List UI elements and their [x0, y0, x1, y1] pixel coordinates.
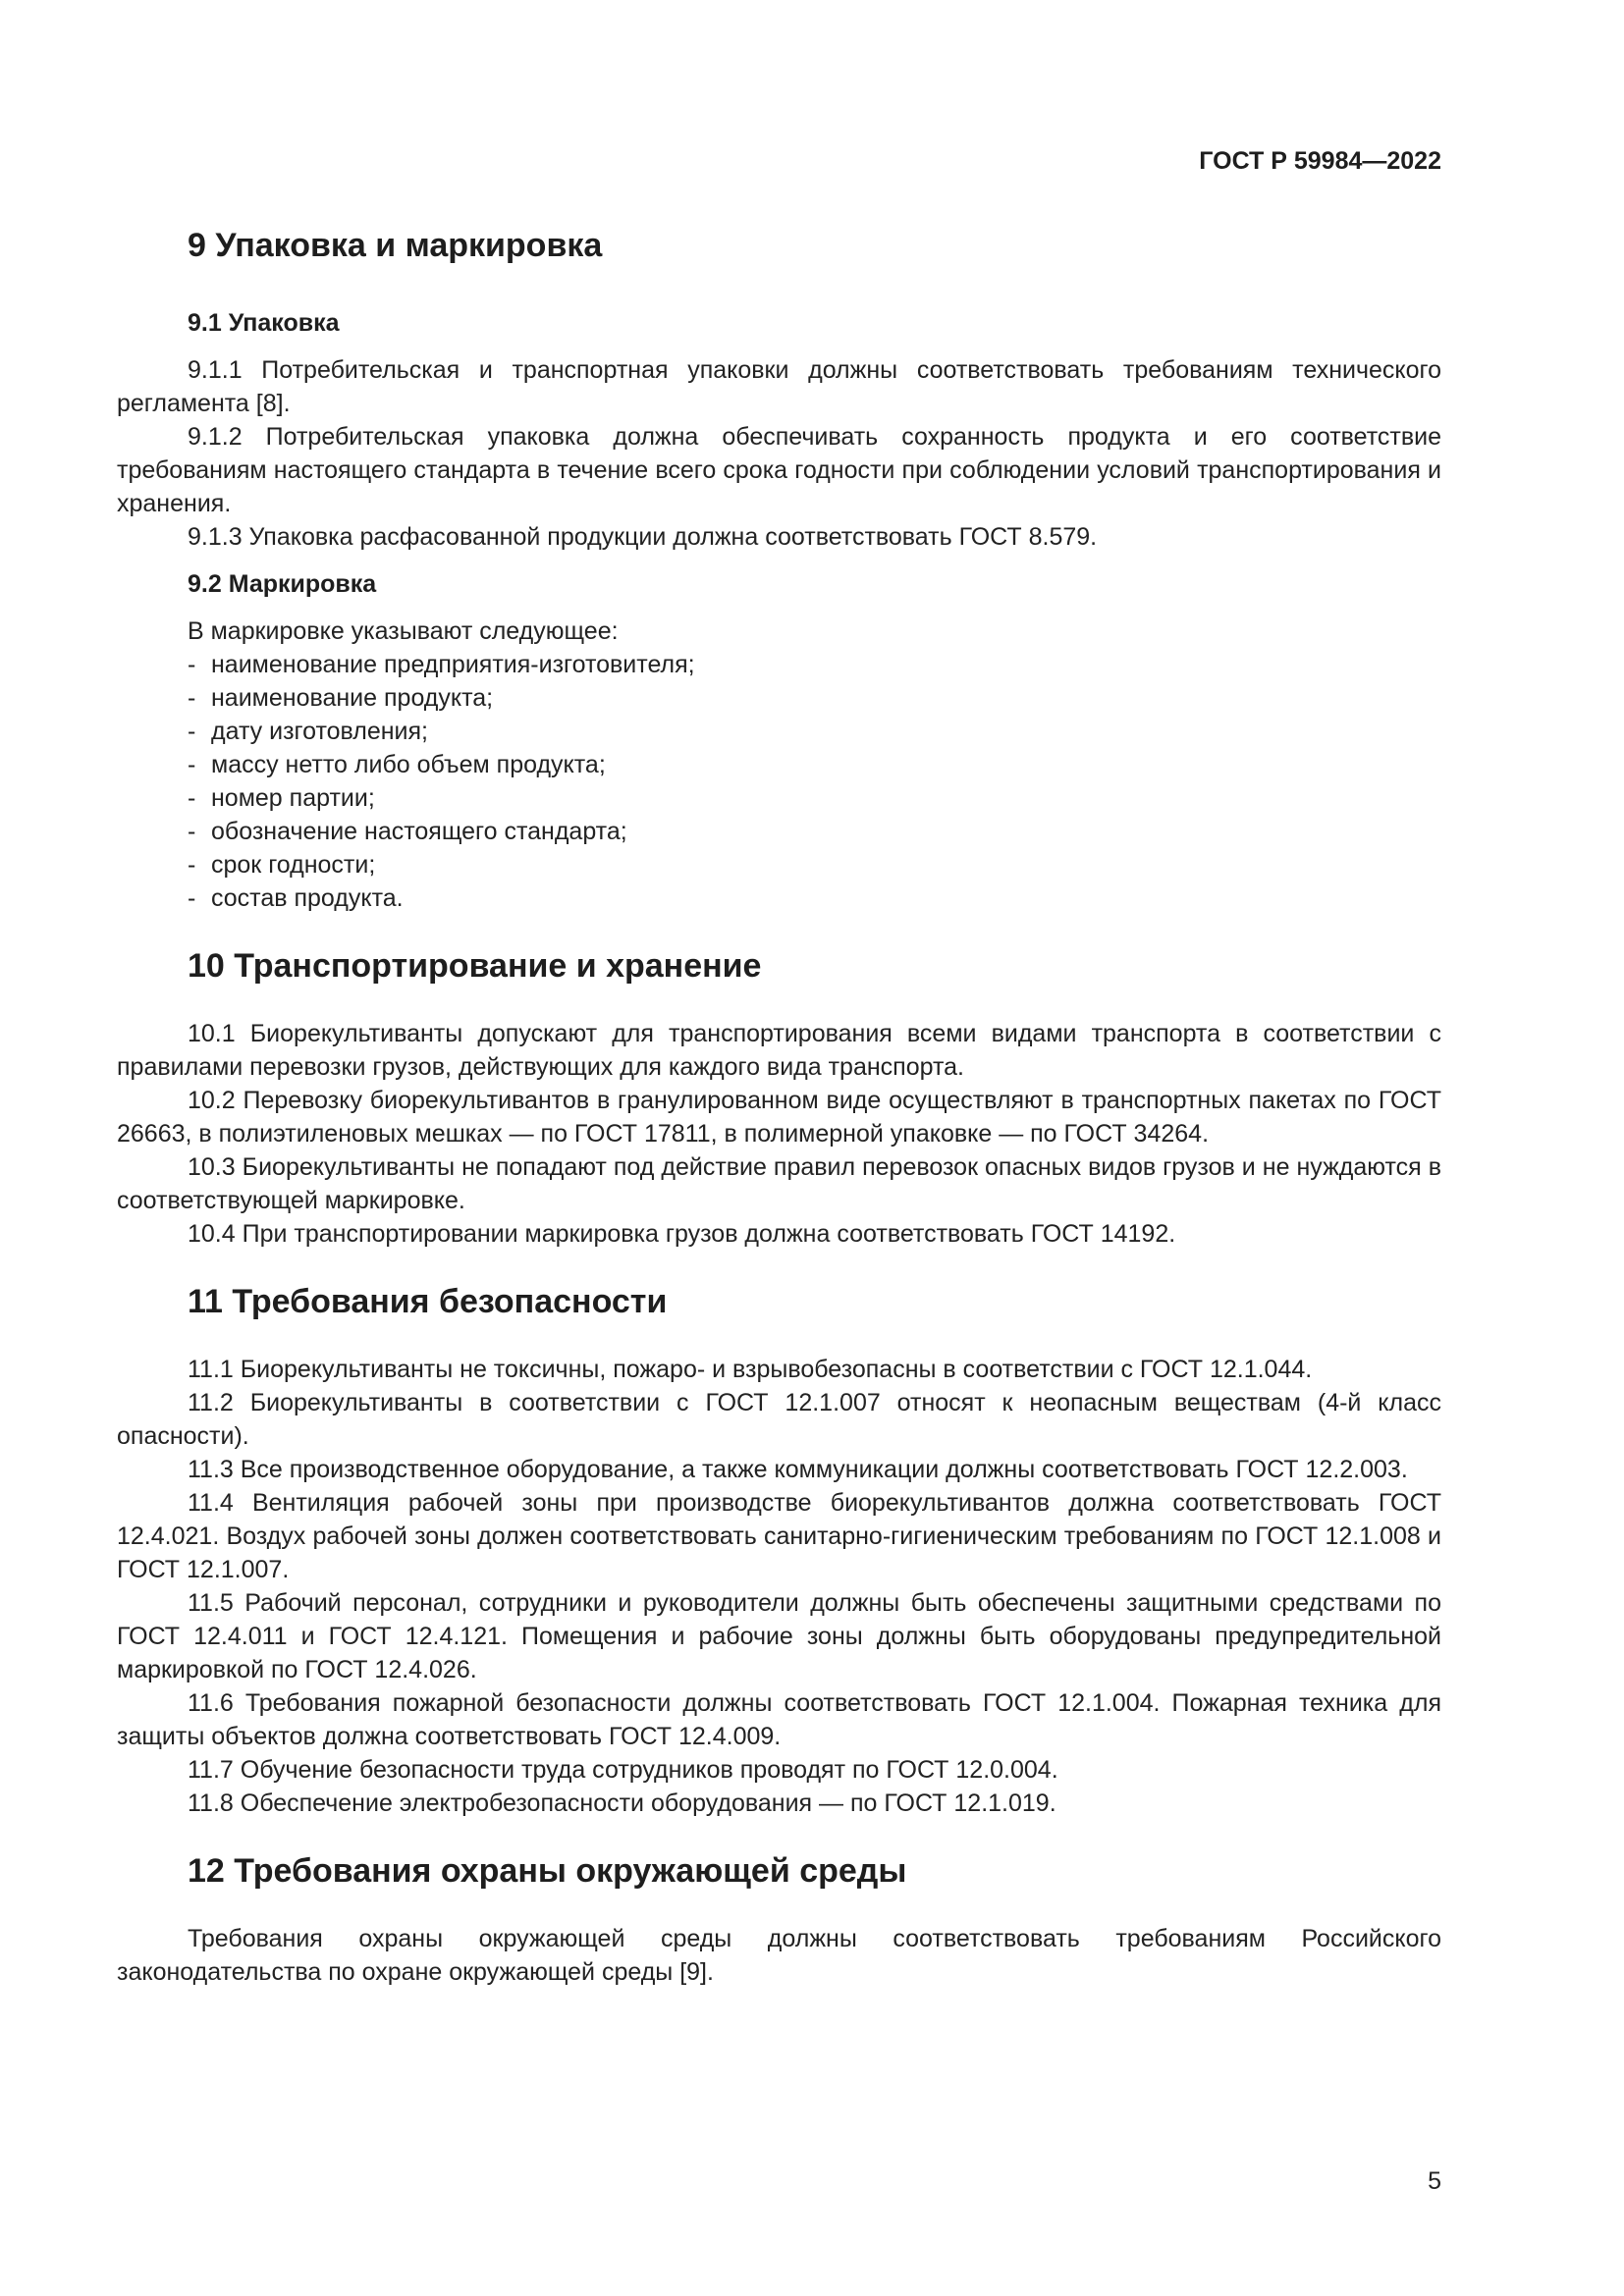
section-9-1-title: 9.1 Упаковка [188, 309, 340, 337]
paragraph-9-1-2: 9.1.2 Потребительская упаковка должна обеспечивать сохранность продукта и его соответствие требованиям настоящего стандарта в течение всего срока годности при соблюдении условий транспортирования и хранения. [117, 423, 1441, 517]
paragraph-11-1: 11.1 Биорекультиванты не токсичны, пожаро- и взрывобезопасны в соответствии с ГОСТ 12.1.044. [188, 1356, 1313, 1383]
paragraph-11-3: 11.3 Все производственное оборудование, а также коммуникации должны соответствовать ГОСТ 12.2.003. [188, 1456, 1408, 1483]
list-item: - номер партии; [188, 784, 375, 812]
paragraph-10-4: 10.4 При транспортировании маркировка грузов должна соответствовать ГОСТ 14192. [188, 1220, 1176, 1248]
list-item: - наименование продукта; [188, 684, 494, 712]
list-item: - состав продукта. [188, 884, 404, 912]
section-9-title: 9 Упаковка и маркировка [188, 227, 603, 264]
paragraph-11-6: 11.6 Требования пожарной безопасности должны соответствовать ГОСТ 12.1.004. Пожарная техника для защиты объектов должна соответствовать ГОСТ 12.4.009. [117, 1689, 1441, 1750]
marking-intro: В маркировке указывают следующее: [188, 617, 619, 645]
paragraph-11-7: 11.7 Обучение безопасности труда сотрудников проводят по ГОСТ 12.0.004. [188, 1756, 1058, 1784]
paragraph-11-4: 11.4 Вентиляция рабочей зоны при производстве биорекультивантов должна соответствовать ГОСТ 12.4.021. Воздух рабочей зоны должен соответствовать санитарно-гигиеническим требованиям по ГОСТ 12.1.008 и ГОСТ 12.1.007. [117, 1489, 1441, 1583]
section-11-title: 11 Требования безопасности [188, 1283, 668, 1320]
section-9-2-title: 9.2 Маркировка [188, 570, 377, 598]
page-number: 5 [1428, 2167, 1441, 2195]
section-12-title: 12 Требования охраны окружающей среды [188, 1852, 907, 1890]
paragraph-12-1: Требования охраны окружающей среды должны соответствовать требованиям Российского законодательства по охране окружающей среды [9]. [117, 1925, 1441, 1986]
marking-list [117, 648, 1441, 915]
paragraph-9-1-1: 9.1.1 Потребительская и транспортная упаковки должны соответствовать требованиям технического регламента [8]. [117, 356, 1441, 417]
paragraph-11-5: 11.5 Рабочий персонал, сотрудники и руководители должны быть обеспечены защитными средствами по ГОСТ 12.4.011 и ГОСТ 12.4.121. Помещения и рабочие зоны должны быть оборудованы предупредительной маркировкой по ГОСТ 12.4.026. [117, 1589, 1441, 1683]
list-item: - дату изготовления; [188, 718, 428, 745]
paragraph-11-2: 11.2 Биорекультиванты в соответствии с ГОСТ 12.1.007 относят к неопасным веществам (4-й класс опасности). [117, 1389, 1441, 1450]
section-10-title: 10 Транспортирование и хранение [188, 947, 762, 985]
page-content [117, 224, 1441, 1989]
paragraph-10-3: 10.3 Биорекультиванты не попадают под действие правил перевозок опасных видов грузов и не нуждаются в соответствующей маркировке. [117, 1153, 1441, 1214]
paragraph-10-2: 10.2 Перевозку биорекультивантов в гранулированном виде осуществляют в транспортных пакетах по ГОСТ 26663, в полиэтиленовых мешках — по ГОСТ 17811, в полимерной упаковке — по ГОСТ 34264. [117, 1087, 1441, 1148]
list-item: - обозначение настоящего стандарта; [188, 818, 627, 845]
list-item: - наименование предприятия-изготовителя; [188, 651, 695, 678]
document-code: ГОСТ Р 59984—2022 [1199, 147, 1441, 175]
paragraph-9-1-3: 9.1.3 Упаковка расфасованной продукции должна соответствовать ГОСТ 8.579. [188, 523, 1098, 551]
paragraph-10-1: 10.1 Биорекультиванты допускают для транспортирования всеми видами транспорта в соответствии с правилами перевозки грузов, действующих для каждого вида транспорта. [117, 1020, 1441, 1081]
list-item: - срок годности; [188, 851, 376, 879]
list-item: - массу нетто либо объем продукта; [188, 751, 606, 778]
paragraph-11-8: 11.8 Обеспечение электробезопасности оборудования — по ГОСТ 12.1.019. [188, 1789, 1056, 1817]
